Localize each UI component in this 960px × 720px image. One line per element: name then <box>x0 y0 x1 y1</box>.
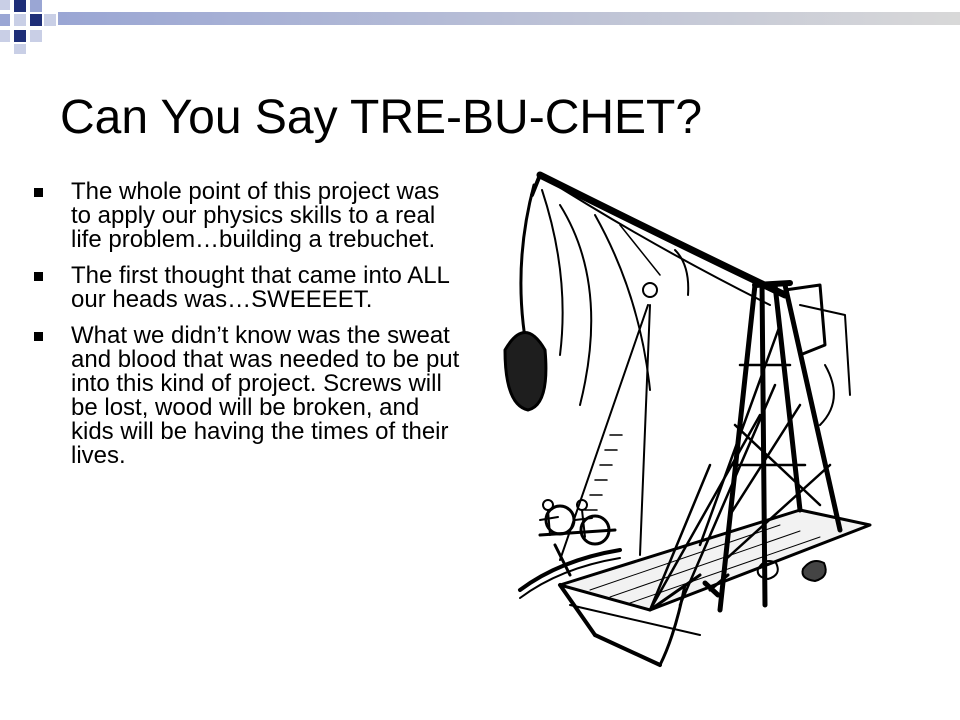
bullet-text-3: What we didn’t know was the sweat and blood that was needed to be put into this kind of project. Screws will be lost, wood will be broken, and kids will be having the times of their lives. <box>71 322 460 469</box>
trebuchet-illustration <box>500 165 880 690</box>
square-bullet-icon <box>34 332 43 341</box>
square-bullet-icon <box>34 188 43 197</box>
bullet-item-3 <box>34 324 464 468</box>
bullet-item-2 <box>34 264 464 312</box>
bullet-item-1 <box>34 180 464 252</box>
bullet-text-2: The first thought that came into ALL our heads was…SWEEEET. <box>71 262 449 313</box>
bullet-list <box>34 180 464 480</box>
corner-decoration <box>0 0 960 60</box>
bullet-text-1: The whole point of this project was to apply our physics skills to a real life problem…building a trebuchet. <box>71 178 440 253</box>
slide-title: Can You Say TRE-BU-CHET? <box>60 91 703 144</box>
square-bullet-icon <box>34 272 43 281</box>
